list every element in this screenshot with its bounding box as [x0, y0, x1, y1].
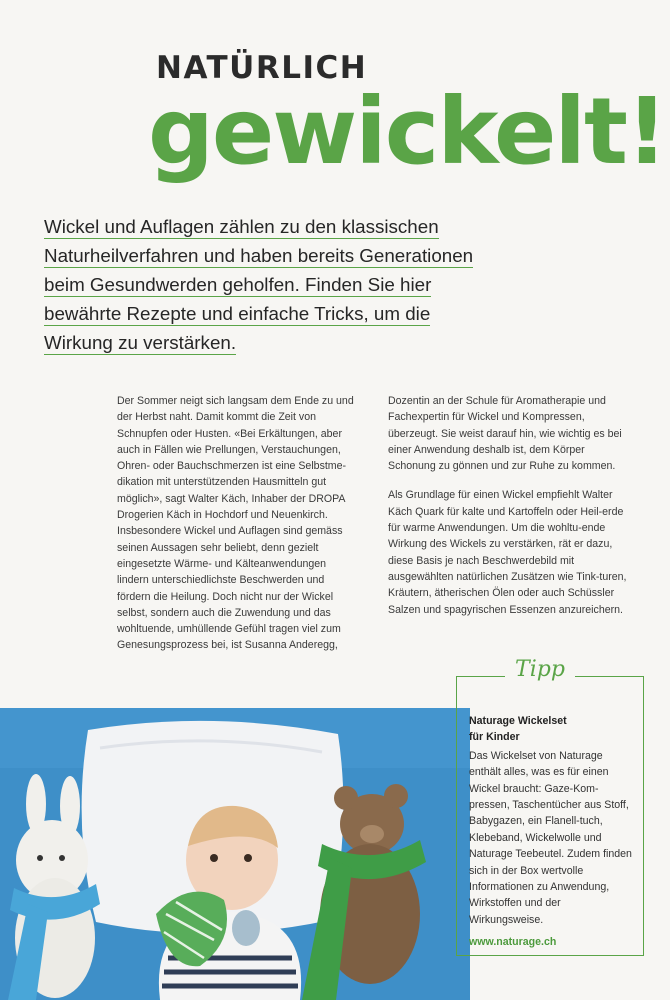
body-paragraph: Dozentin an der Schule für Aromatherapie und Fachexpertin für Wickel und Kompressen, überzeugt. Sie weist darauf hin, wie wichtig es bei einer Anwendung deshalb ist, dem Körper Schonung zu gönnen und zur Ruhe zu kommen. [388, 395, 622, 473]
lead-line: beim Gesundwerden geholfen. Finden Sie hier [44, 274, 432, 295]
article-lead [44, 212, 604, 357]
tip-title [469, 713, 633, 746]
lead-line: Wirkung zu verstärken. [44, 332, 237, 353]
body-column-left [117, 393, 357, 667]
tip-box [456, 676, 644, 956]
body-paragraph: Der Sommer neigt sich langsam dem Ende zu und der Herbst naht. Damit kommt die Zeit von Schnupfen oder Husten. «Bei Erkältungen, aber auch in Fällen wie Prellungen, Verstauchungen, Ohren- oder Bauchschmerzen ist eine Selbstme-dikation mit unterstützenden Hausmitteln gut möglich», sagt Walter Käch, Inhaber der DROPA Drogerien Käch in Hochdorf und Neuenkirch. Insbesondere Wickel und Auflagen sind gemäss seinen Aussagen sehr beliebt, denn gezielt eingesetzte Wärme- und Kälteanwendungen lindern unterschiedlichste Beschwerden und fördern die Heilung. Doch nicht nur der Wickel selbst, sondern auch die Zuwendung und das wohltuende, umhüllende Gefühl tragen viel zum Genesungsprozess bei, ist Susanna Anderegg, [117, 395, 354, 652]
tip-title-line: für Kinder [469, 731, 520, 744]
tip-link[interactable]: www.naturage.ch [469, 936, 557, 949]
baby-photo [0, 708, 470, 1000]
lead-line: Wickel und Auflagen zählen zu den klassischen [44, 216, 439, 237]
lead-line: Naturheilverfahren und haben bereits Generationen [44, 245, 474, 266]
tip-body: Das Wickelset von Naturage enthält alles, was es für einen Wickel braucht: Gaze-Kom-pressen, Taschentücher aus Stoff, Babygazen, ein Flanell-tuch, Klebeband, Wickelwolle und Naturage Teebeutel. Zudem finden sich in der Box wertvolle Informationen zu Anwendung, Wirkstoffen und der Wirkungsweise. [469, 749, 632, 926]
baby-photo-illustration [0, 708, 470, 1000]
body-column-right [388, 393, 628, 631]
lead-line: bewährte Rezepte und einfache Tricks, um die [44, 303, 431, 324]
article-kicker: NATÜRLICH [156, 50, 368, 86]
tip-title-line: Naturage Wickelset [469, 715, 567, 727]
body-paragraph: Als Grundlage für einen Wickel empfiehlt Walter Käch Quark für kalte und Kartoffeln oder Heil-erde für warme Anwendungen. Um die wohltu-ende Wirkung des Wickels zu verstärken, rät er dazu, diese Basis je nach Beschwerdebild mit ausgewählten natürlichen Zusätzen wie Tink-turen, Kräutern, ätherischen Ölen oder auch Schüssler Salzen und spagyrischen Essenzen anzureichern. [388, 489, 627, 616]
tip-label: Tipp [505, 657, 575, 682]
article-headline: gewickelt! [148, 78, 666, 185]
